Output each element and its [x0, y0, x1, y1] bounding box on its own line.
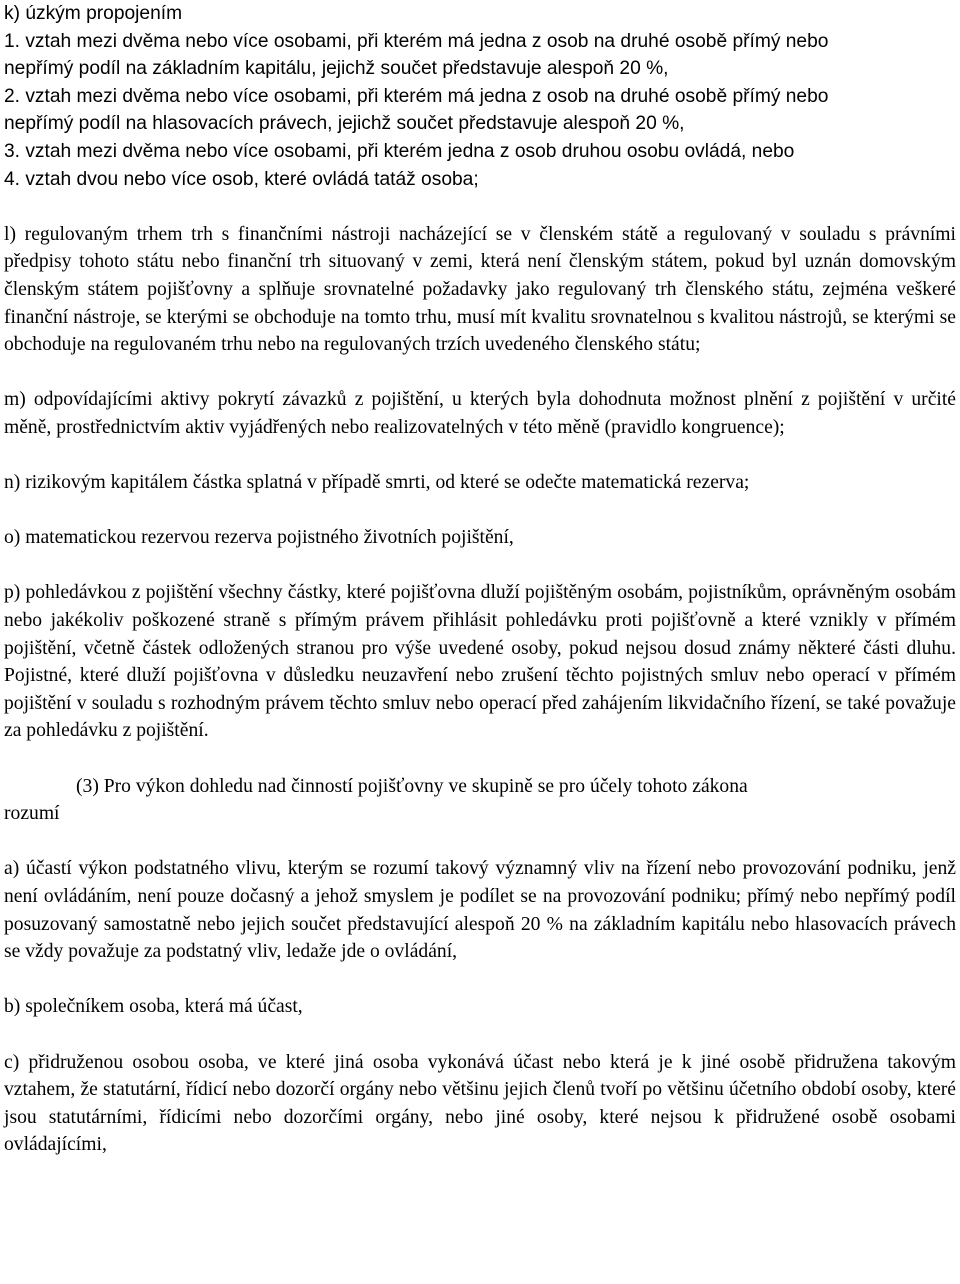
- section-k-item-3: 3. vztah mezi dvěma nebo více osobami, při kterém jedna z osob druhou osobu ovládá, nebo: [4, 140, 795, 162]
- paragraph-b: b) společníkem osoba, která má účast,: [4, 996, 303, 1018]
- paragraph-a: a) účastí výkon podstatného vlivu, kterým se rozumí takový významný vliv na řízení nebo provozování podniku, jenž není ovládáním, není pouze dočasný a jehož smyslem je podílet se na provozování podniku; přímý nebo nepřímý podíl posuzovaný samostatně nebo jejich součet představující alespoň 20 % na základním kapitálu nebo hlasovacích právech se vždy považuje za podstatný vliv, ledaže jde o ovládání,: [4, 858, 956, 963]
- paragraph-m: m) odpovídajícími aktivy pokrytí závazků z pojištění, u kterých byla dohodnuta možnost plnění z pojištění v určité měně, prostřednictvím aktiv vyjádřených nebo realizovatelných v této měně (pravidlo kongruence);: [4, 389, 956, 438]
- section-k-item-1b: nepřímý podíl na základním kapitálu, jejichž součet představuje alespoň 20 %,: [4, 58, 669, 80]
- paragraph-n: n) rizikovým kapitálem částka splatná v případě smrti, od které se odečte matematická rezerva;: [4, 472, 750, 494]
- paragraph-c: c) přidruženou osobou osoba, ve které jiná osoba vykonává účast nebo která je k jiné osobě přidružena takovým vztahem, že statutární, řídicí nebo dozorčí orgány nebo většinu jejich členů tvoří po většinu účetního období osoby, které jsou statutárními, řídicími nebo dozorčími orgány, nebo jiné osoby, které nejsou k přidružené osobě osobami ovládajícími,: [4, 1051, 956, 1156]
- paragraph-3-second-line: rozumí: [4, 803, 60, 825]
- section-k-item-4: 4. vztah dvou nebo více osob, které ovládá tatáž osoba;: [4, 168, 479, 190]
- section-k-item-2b: nepřímý podíl na hlasovacích právech, jejichž součet představuje alespoň 20 %,: [4, 113, 685, 135]
- section-k-item-2a: 2. vztah mezi dvěma nebo více osobami, při kterém má jedna z osob na druhé osobě přímý nebo: [4, 85, 829, 107]
- paragraph-l: l) regulovaným trhem trh s finančními nástroji nacházející se v členském státě a regulovaný v souladu s právními předpisy tohoto státu nebo finanční trh situovaný v zemi, která není členským státem, pokud byl uznán domovským členským státem pojišťovny a splňuje srovnatelné požadavky jako regulovaný trh členského státu, zejména veškeré finanční nástroje, se kterými se obchoduje na tomto trhu, musí mít kvalitu srovnatelnou s kvalitou nástrojů, se kterými se obchoduje na regulovaném trhu nebo na regulovaných trzích uvedeného členského státu;: [4, 223, 956, 356]
- section-k: [4, 0, 956, 193]
- paragraph-3-first-line: (3) Pro výkon dohledu nad činností pojišťovny ve skupině se pro účely tohoto zákona: [76, 775, 748, 797]
- section-k-heading: k) úzkým propojením: [4, 3, 183, 24]
- paragraph-p: p) pohledávkou z pojištění všechny částky, které pojišťovna dluží pojištěným osobám, pojistníkům, oprávněným osobám nebo jakékoliv poškozené straně s přímým právem přihlásit pohledávku proti pojišťovně a které vznikly v přímém pojištění, včetně částek odložených stranou pro výše uvedené osoby, pokud nejsou dosud známy některé části dluhu. Pojistné, které dluží pojišťovna v důsledku neuzavření nebo zrušení těchto pojistných smluv nebo operací v přímém pojištění v souladu s rozhodným právem těchto smluv nebo operací před zahájením likvidačního řízení, se také považuje za pohledávku z pojištění.: [4, 582, 956, 742]
- paragraph-3: [4, 773, 956, 828]
- paragraph-o: o) matematickou rezervou rezerva pojistného životních pojištění,: [4, 527, 514, 549]
- section-k-item-1a: 1. vztah mezi dvěma nebo více osobami, při kterém má jedna z osob na druhé osobě přímý nebo: [4, 30, 829, 52]
